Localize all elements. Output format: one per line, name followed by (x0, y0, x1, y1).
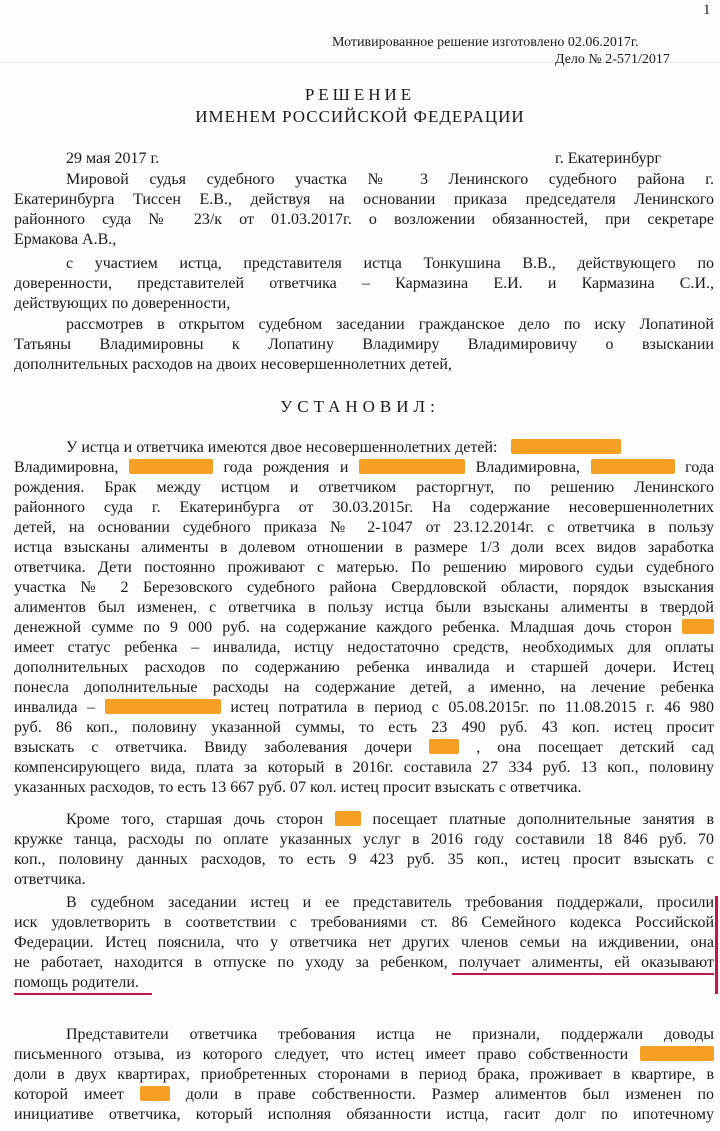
document-subtitle: ИМЕНЕМ РОССИЙСКОЙ ФЕДЕРАЦИИ (195, 107, 525, 126)
text-fragment: Кроме того, старшая дочь сторон (66, 811, 324, 828)
text-line: действующих по доверенности, (14, 295, 231, 312)
text-line: не работает, находится в отпуске по уходу за ребенком, получает алименты, ей оказывают (14, 954, 714, 971)
text-line: Екатеринбурга Тиссен Е.В., действуя на основании приказа председателя Ленинского (14, 191, 714, 208)
text-line (14, 698, 714, 718)
text-line: понесла дополнительные расходы на содержание детей, а именно, на лечение ребенка (14, 679, 714, 696)
text-line: детей, на основании судебного приказа № 2-1047 от 23.12.2014г. с ответчика в пользу (14, 519, 714, 536)
text-line: руб. 86 коп., половину указанной суммы, то есть 23 490 руб. 43 коп. истец просит (14, 719, 714, 736)
text-line: Федерации. Истец пояснила, что у ответчика нет других членов семьи на иждивении, она (14, 934, 714, 951)
decision-city: г. Екатеринбург (555, 150, 662, 167)
text-line: ответчика. (14, 871, 86, 888)
text-fragment: года рождения и (223, 459, 349, 476)
text-line (14, 1045, 714, 1065)
text-line (14, 618, 714, 638)
text-line: имеет статус ребенка – инвалида, истцу недостаточно средств, необходимых для оплаты (14, 639, 714, 656)
text-line: Представители ответчика требования истца не признали, поддержали доводы (66, 1026, 714, 1043)
text-fragment: Владимировна, (14, 459, 119, 476)
text-fragment: доли в праве собственности. Размер алиментов был изменен по (185, 1086, 714, 1103)
text-fragment: взыскать с ответчика. Ввиду заболевания дочери (14, 739, 413, 756)
facts-paragraph-3 (14, 893, 714, 993)
redaction-mark (682, 619, 714, 634)
established-heading: УСТАНОВИЛ: (280, 397, 440, 416)
text-line: дополнительных расходов по содержанию ребенка инвалида и старшей дочери. Истец (14, 659, 714, 676)
text-line (14, 738, 714, 758)
text-line: коп., половину данных расходов, то есть 9 423 руб. 35 коп., истец просит взыскать с (14, 851, 714, 868)
text-line: рассмотрев в открытом судебном заседании гражданское дело по иску Лопатиной (66, 316, 714, 333)
text-fragment: истец потратила в период с 05.08.2015г. по 11.08.2015 г. 46 980 (230, 699, 714, 716)
redaction-mark (105, 699, 221, 714)
text-line: В судебном заседании истец и ее представитель требования поддержали, просили (66, 894, 714, 911)
text-line: рождения. Брак между истцом и ответчиком расторгнут, по решению Ленинского (14, 479, 714, 496)
text-fragment: денежной сумме по 9 000 руб. на содержание каждого ребенка. Младшая дочь сторон (14, 619, 672, 636)
text-fragment: посещает платные дополнительные занятия в (372, 811, 714, 828)
text-line (14, 1085, 714, 1105)
redaction-mark (359, 459, 465, 474)
text-fragment: инвалида – (14, 699, 96, 716)
redaction-mark (429, 739, 459, 754)
text-line: помощь родители. (14, 974, 139, 991)
text-line: истца взысканы алименты в долевом отношении в размере 1/3 доли всех видов заработка (14, 539, 714, 556)
text-fragment: года (685, 459, 714, 476)
intro-paragraph (14, 170, 714, 250)
text-line: с участием истца, представителя истца Тонкушина В.В., действующего по (66, 255, 714, 272)
redaction-mark (335, 811, 361, 826)
redaction-mark (511, 439, 621, 454)
document-title: РЕШЕНИЕ (304, 85, 416, 104)
text-fragment: которой имеет (14, 1086, 124, 1103)
annotation-margin-line (715, 896, 718, 994)
text-line: Татьяны Владимировны к Лопатину Владимиру Владимировичу о взыскании (14, 336, 714, 353)
text-line: кружке танца, расходы по оплате указанных услуг в 2016 году составили 18 846 руб. 70 (14, 831, 714, 848)
decision-date: 29 мая 2017 г. (66, 150, 160, 167)
case-number: Дело № 2-571/2017 (555, 52, 670, 67)
text-line: доли в двух квартирах, приобретенных сторонами в период брака, проживает в квартире, в (14, 1066, 714, 1083)
facts-paragraph-2 (14, 810, 714, 890)
text-line: ответчика. Дети постоянно проживают с матерью. По решению мирового судьи судебного (14, 559, 714, 576)
text-fragment: Владимировна, (475, 459, 580, 476)
redaction-mark (591, 459, 675, 474)
text-line: компенсирующего вида, плата за который в 2016г. составила 27 334 руб. 13 коп., половину (14, 759, 714, 776)
considered-paragraph (14, 315, 714, 375)
annotation-underline (14, 993, 152, 995)
text-line: алиментов был изменен, с ответчика в пользу истца были взысканы алименты в твердой (14, 599, 714, 616)
text-line: инициативе ответчика, который исполняя обязанности истца, гасит долг по ипотечному (14, 1106, 714, 1123)
text-fragment: письменного отзыва, из которого следует, что истец имеет право собственности (14, 1046, 629, 1063)
text-line (14, 810, 714, 830)
text-line (14, 438, 714, 458)
redaction-mark (129, 459, 213, 474)
defendant-paragraph (14, 1025, 714, 1125)
annotation-underline (452, 973, 714, 975)
redaction-mark (640, 1046, 714, 1061)
text-fragment: У истца и ответчика имеются двое несовершеннолетних детей: (66, 439, 498, 456)
motivated-decision-date: Мотивированное решение изготовлено 02.06.2017г. (332, 35, 639, 50)
redaction-mark (140, 1086, 170, 1101)
participants-paragraph (14, 254, 714, 314)
text-line: иск удовлетворить в соответствии с требованиями ст. 86 Семейного кодекса Российской (14, 914, 714, 931)
text-line: дополнительных расходов на двоих несовершеннолетних детей, (14, 356, 452, 373)
text-line: Мировой судья судебного участка № 3 Ленинского судебного района г. (66, 171, 714, 188)
text-line: районного суда № 23/к от 01.03.2017г. о возложении обязанностей, при секретаре (14, 211, 714, 228)
text-line: указанных расходов, то есть 13 667 руб. 07 кол. истец просит взыскать с ответчика. (14, 779, 582, 796)
text-line (14, 458, 714, 478)
text-line: районного суда г. Екатеринбурга от 30.03.2015г. На содержание несовершеннолетних (14, 499, 714, 516)
text-line: участка № 2 Березовского судебного района Свердловской области, порядок взыскания (14, 579, 714, 596)
facts-paragraph-1 (14, 438, 714, 798)
text-line: Ермакова А.В., (14, 231, 117, 248)
text-line: доверенности, представителей ответчика – Кармазина Е.И. и Кармазина С.И., (14, 275, 714, 292)
page-number: 1 (703, 2, 711, 18)
text-fragment: , она посещает детский сад (476, 739, 714, 756)
